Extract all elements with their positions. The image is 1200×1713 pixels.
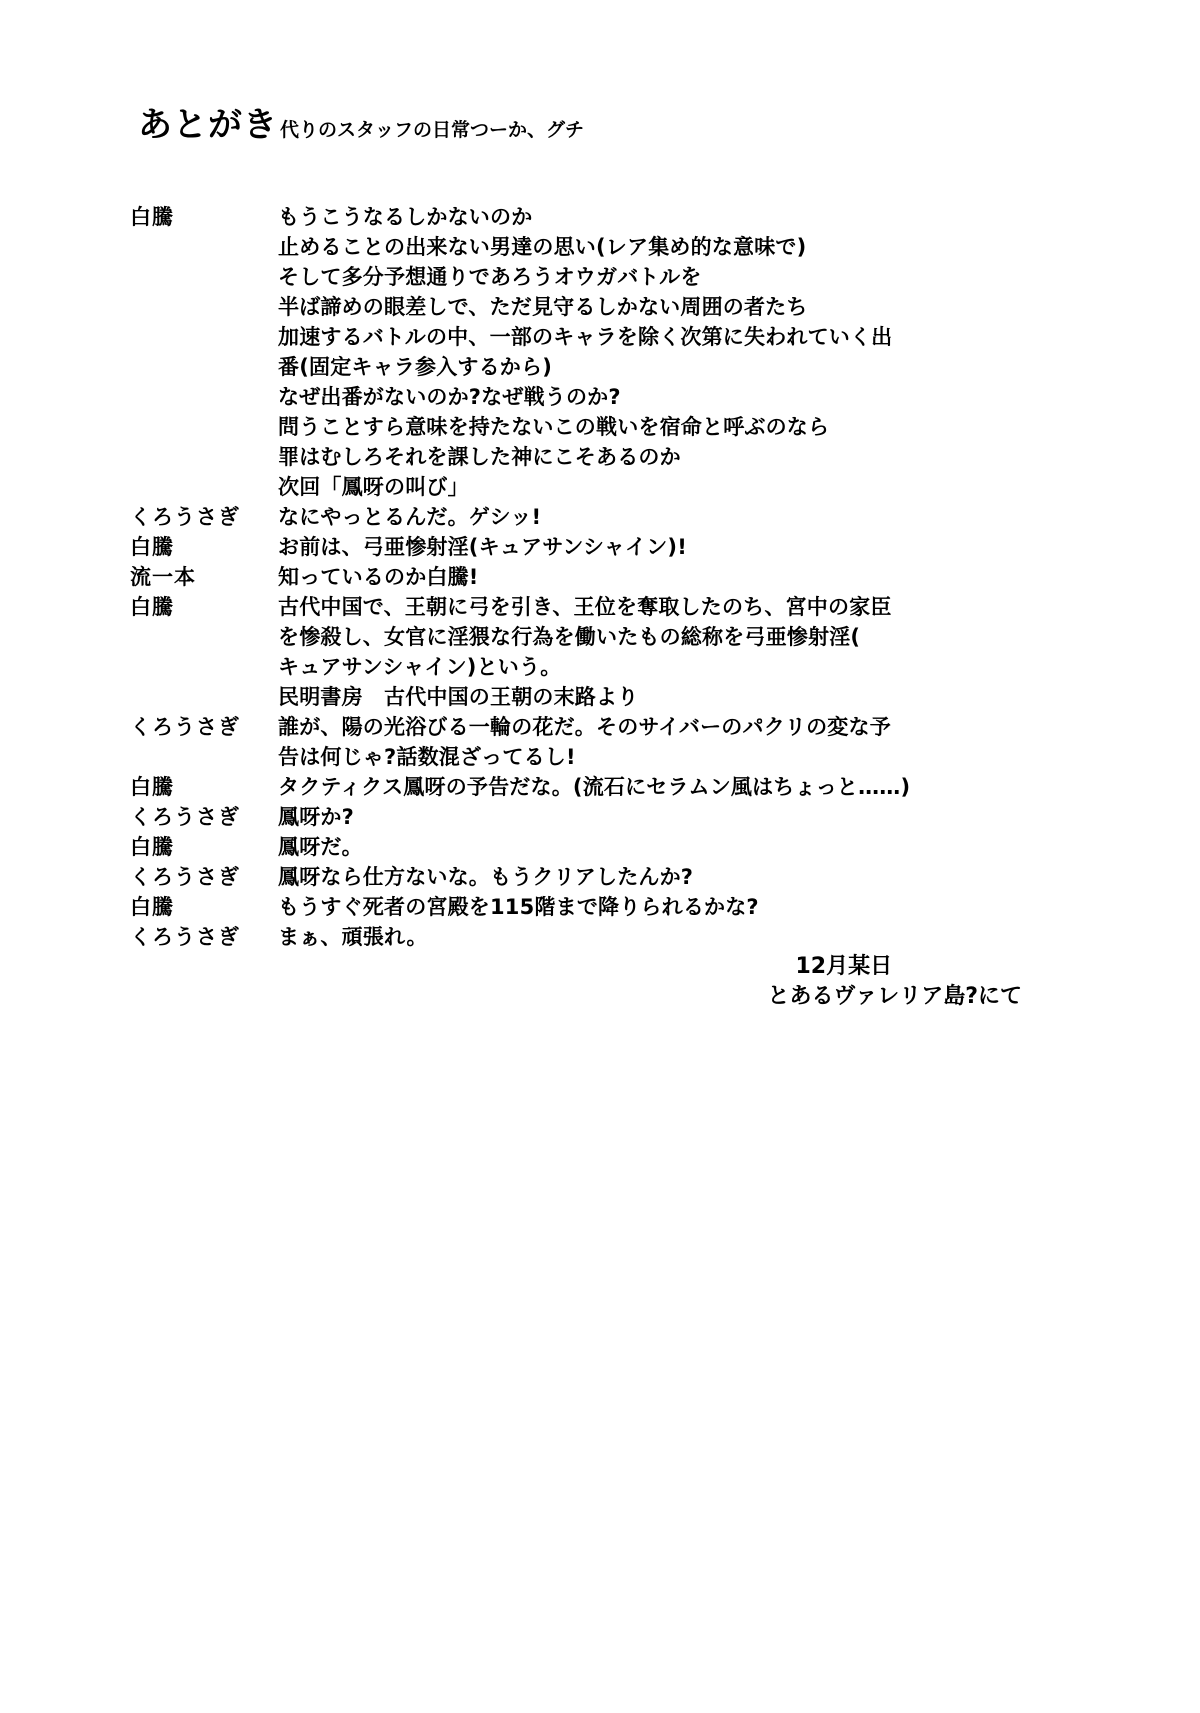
dialogue-line [130, 772, 980, 802]
dialogue-text-line: 民明書房 古代中国の王朝の末路より [278, 685, 639, 709]
page-title [138, 105, 585, 145]
dialogue-line [130, 202, 980, 502]
dialogue-text-line: もうこうなるしかないのか [278, 205, 533, 229]
dialogue-text [278, 202, 980, 502]
dialogue-text [278, 832, 980, 862]
page-subtitle: 代りのスタッフの日常つーか、グチ [280, 119, 585, 141]
dialogue-text [278, 802, 980, 832]
dialogue-text-line: タクティクス鳳呀の予告だな。(流石にセラムン風はちょっと……) [278, 775, 911, 799]
dialogue-speaker: 白騰 [130, 835, 174, 859]
dialogue-text-line: 知っているのか白騰! [278, 565, 479, 589]
dialogue-text [278, 892, 980, 922]
dialogue-speaker: 白騰 [130, 595, 174, 619]
dialogue-text-line: 鳳呀だ。 [278, 835, 363, 859]
dialogue-line [130, 862, 980, 892]
dialogue-line [130, 532, 980, 562]
dialogue-speaker: くろうさぎ [130, 715, 240, 739]
dialogue-text-line: 次回「鳳呀の叫び」 [278, 475, 469, 499]
dialogue-text-line: なぜ出番がないのか?なぜ戦うのか? [278, 385, 621, 409]
dialogue-text-line: 加速するバトルの中、一部のキャラを除く次第に失われていく出 [278, 325, 893, 349]
dialogue-text-line: 問うことすら意味を持たないこの戦いを宿命と呼ぶのなら [278, 415, 830, 439]
dialogue-text [278, 562, 980, 592]
dialogue-line [130, 562, 980, 592]
dialogue-speaker: くろうさぎ [130, 505, 240, 529]
dialogue-text-line: 半ば諦めの眼差しで、ただ見守るしかない周囲の者たち [278, 295, 808, 319]
dialogue-text-line: お前は、弓亜惨射淫(キュアサンシャイン)! [278, 535, 687, 559]
page-title-main: あとがき [138, 105, 278, 145]
dialogue-speaker: 白騰 [130, 205, 174, 229]
dialogue-text [278, 592, 980, 712]
signature-date: 12月某日 [795, 954, 893, 979]
dialogue-speaker: 流一本 [130, 565, 196, 589]
dialogue-line [130, 892, 980, 922]
dialogue-line [130, 502, 980, 532]
dialogue-text [278, 922, 980, 952]
dialogue-speaker: 白騰 [130, 535, 174, 559]
dialogue-text-line: 古代中国で、王朝に弓を引き、王位を奪取したのち、宮中の家臣 [278, 595, 892, 619]
dialogue-text-line: 止めることの出来ない男達の思い(レア集め的な意味で) [278, 235, 807, 259]
dialogue-speaker: 白騰 [130, 895, 174, 919]
dialogue-text [278, 862, 980, 892]
dialogue-speaker: くろうさぎ [130, 865, 240, 889]
dialogue-text [278, 772, 980, 802]
dialogue-text-line: 罪はむしろそれを課した神にこそあるのか [278, 445, 681, 469]
dialogue-text-line: 鳳呀なら仕方ないな。もうクリアしたんか? [278, 865, 694, 889]
dialogue-speaker: くろうさぎ [130, 925, 240, 949]
dialogue-line [130, 802, 980, 832]
dialogue-text-line: 告は何じゃ?話数混ざってるし! [278, 745, 576, 769]
dialogue-text-line: そして多分予想通りであろうオウガバトルを [278, 265, 702, 289]
dialogue-text [278, 712, 980, 772]
dialogue-text [278, 532, 980, 562]
signature-block [767, 952, 1022, 1012]
dialogue-text-line: もうすぐ死者の宮殿を115階まで降りられるかな? [278, 895, 759, 919]
dialogue-text-line: まぁ、頑張れ。 [278, 925, 428, 949]
signature-place: とあるヴァレリア島?にて [767, 984, 1022, 1009]
dialogue-text-line: 番(固定キャラ参入するから) [278, 355, 552, 379]
dialogue-line [130, 922, 980, 952]
dialogue-text-line: 誰が、陽の光浴びる一輪の花だ。そのサイバーのパクリの変な予 [278, 715, 891, 739]
afterword-dialogue [130, 202, 980, 952]
dialogue-line [130, 592, 980, 712]
dialogue-text-line: 鳳呀か? [278, 805, 354, 829]
dialogue-text [278, 502, 980, 532]
dialogue-text-line: キュアサンシャイン)という。 [278, 655, 562, 679]
dialogue-text-line: なにやっとるんだ。ゲシッ! [278, 505, 542, 529]
dialogue-speaker: 白騰 [130, 775, 174, 799]
dialogue-speaker: くろうさぎ [130, 805, 240, 829]
dialogue-text-line: を惨殺し、女官に淫猥な行為を働いたもの総称を弓亜惨射淫( [278, 625, 861, 649]
dialogue-line [130, 712, 980, 772]
dialogue-line [130, 832, 980, 862]
